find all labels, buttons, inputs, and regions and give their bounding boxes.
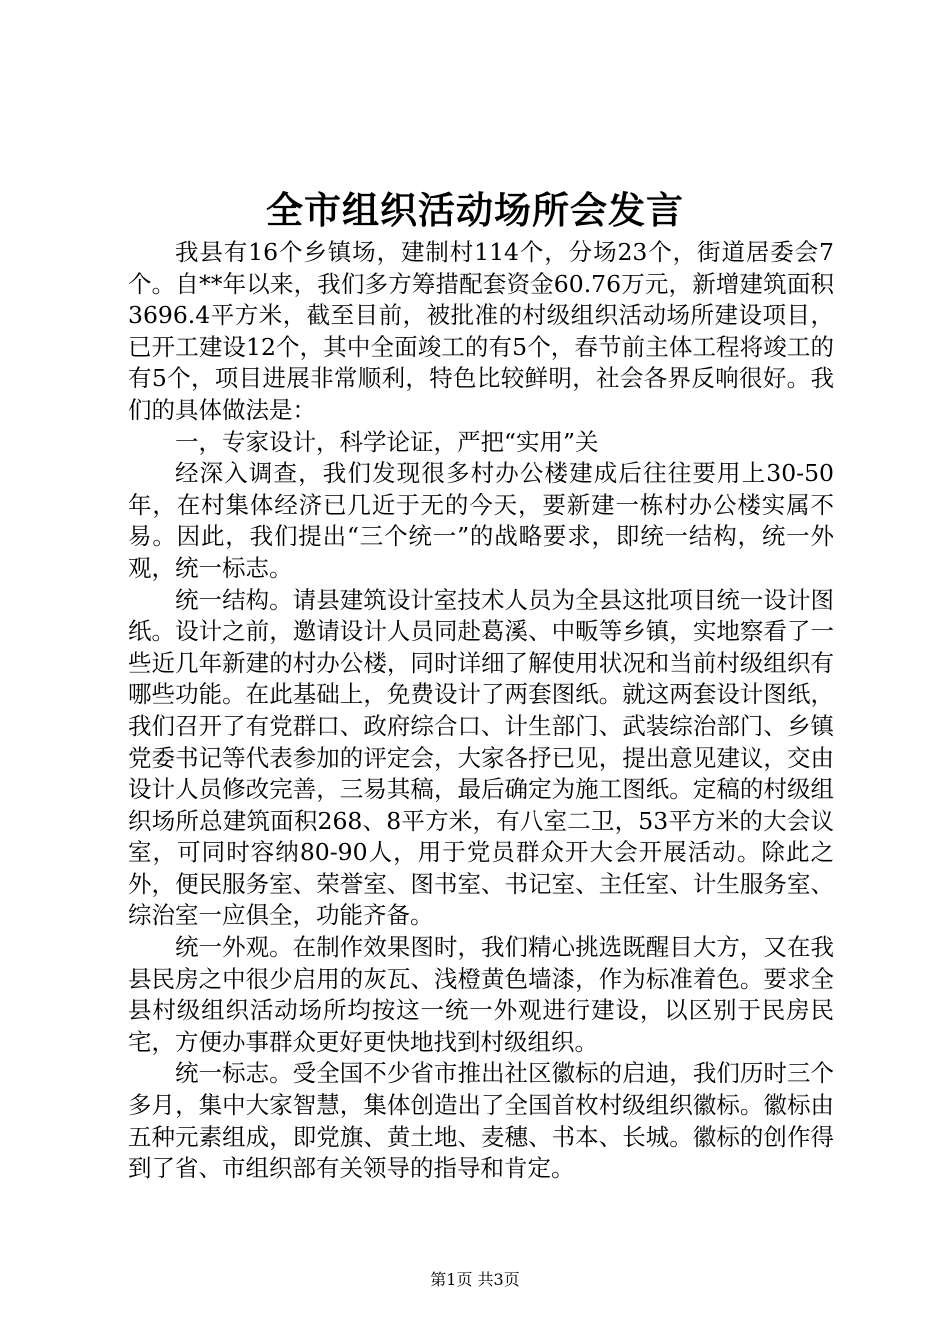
page-footer: 第1页 共3页 [430, 1270, 520, 1289]
paragraph-unified-appearance: 统一外观。在制作效果图时，我们精心挑选既醒目大方，又在我县民房之中很少启用的灰瓦、浅橙黄色墙漆，作为标准着色。要求全县村级组织活动场所均按这一统一外观进行建设，以区别于民房民宅，方便办事群众更好更快地找到村级组织。 [128, 933, 834, 1056]
paragraph-unified-structure: 统一结构。请县建筑设计室技术人员为全县这批项目统一设计图纸。设计之前，邀请设计人员同赴葛溪、中畈等乡镇，实地察看了一些近几年新建的村办公楼，同时详细了解使用状况和当前村级组织有哪些功能。在此基础上，免费设计了两套图纸。就这两套设计图纸，我们召开了有党群口、政府综合口、计生部门、武装综治部门、乡镇党委书记等代表参加的评定会，大家各抒已见，提出意见建议，交由设计人员修改完善，三易其稿，最后确定为施工图纸。定稿的村级组织场所总建筑面积268、8平方米，有八室二卫，53平方米的大会议室，可同时容纳80-90人，用于党员群众开大会开展活动。除此之外，便民服务室、荣誉室、图书室、书记室、主任室、计生服务室、综治室一应俱全，功能齐备。 [128, 585, 834, 930]
paragraph-investigation: 经深入调查，我们发现很多村办公楼建成后往往要用上30-50年，在村集体经济已几近于无的今天，要新建一栋村办公楼实属不易。因此，我们提出“三个统一”的战略要求，即统一结构，统一外观，统一标志。 [128, 459, 834, 582]
paragraph-intro: 我县有16个乡镇场，建制村114个，分场23个，街道居委会7个。自**年以来，我们多方筹措配套资金60.76万元，新增建筑面积3696.4平方米，截至目前，被批准的村级组织活动场所建设项目，已开工建设12个，其中全面竣工的有5个，春节前主体工程将竣工的有5个，项目进展非常顺利，特色比较鲜明，社会各界反响很好。我们的具体做法是： [128, 238, 834, 424]
document-body [128, 237, 834, 1185]
section-heading-1: 一，专家设计，科学论证，严把“实用”关 [175, 427, 599, 456]
document-title: 全市组织活动场所会发言 [266, 188, 684, 232]
paragraph-unified-logo: 统一标志。受全国不少省市推出社区徽标的启迪，我们历时三个多月，集中大家智慧，集体创造出了全国首枚村级组织徽标。徽标由五种元素组成，即党旗、黄土地、麦穗、书本、长城。徽标的创作得到了省、市组织部有关领导的指导和肯定。 [128, 1059, 834, 1183]
